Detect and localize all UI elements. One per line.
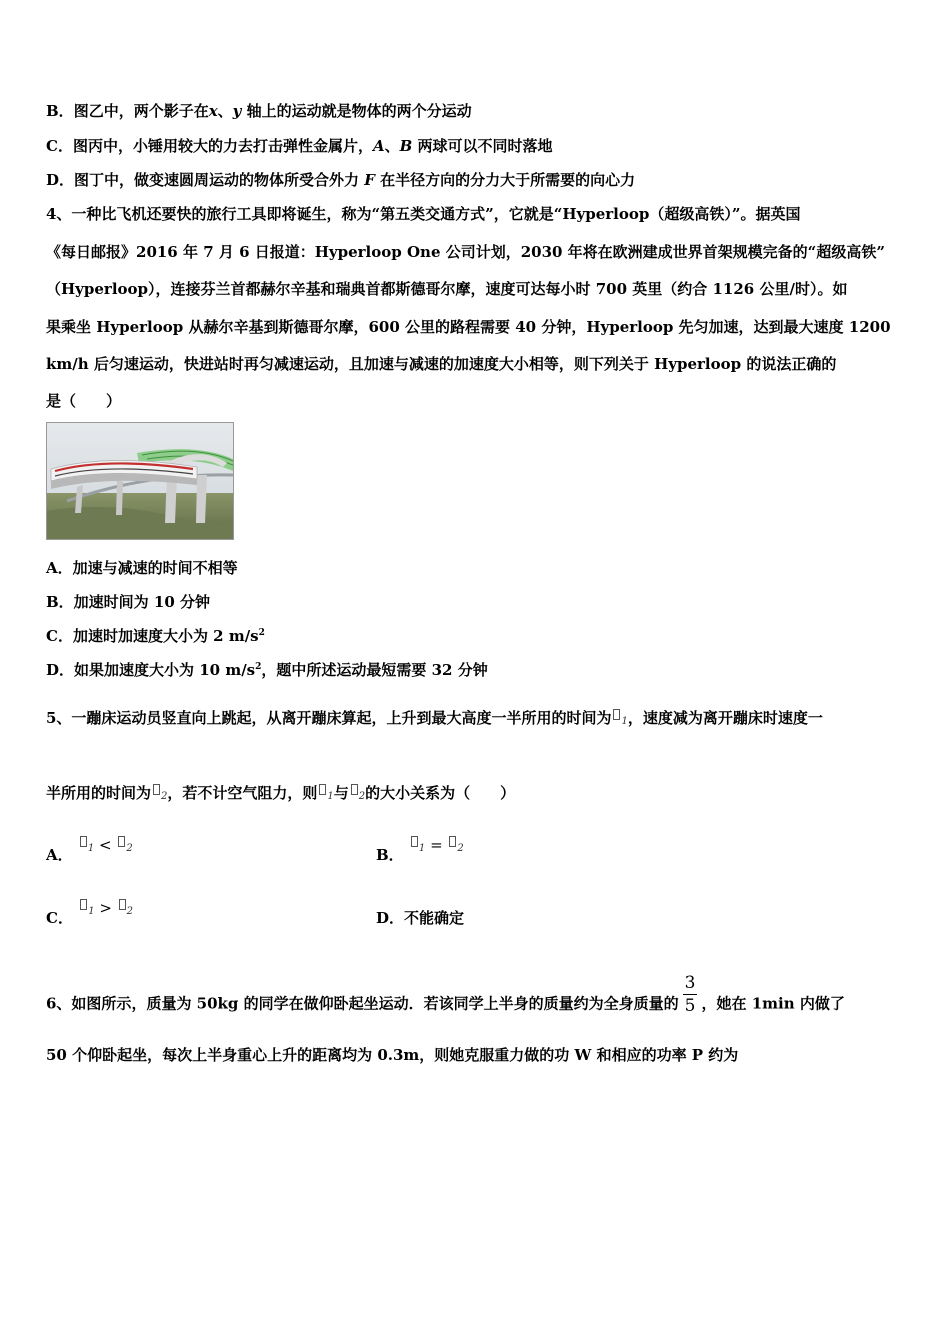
t-symbol-image [119, 899, 126, 910]
q5-option-b: B． 1 = 2 [376, 836, 464, 864]
q4-line-2: 《每日邮报》2016 年 7 月 6 日报道：Hyperloop One 公司计划，2030 年将在欧洲建成世界首架规模完备的“超级高铁” [46, 243, 885, 261]
q5-option-c: C． 1 > 2 [46, 899, 134, 927]
q4-line-5: km/h 后匀速运动，快进站时再匀减速运动，且加速与减速的加速度大小相等，则下列关于 Hyperloop 的说法正确的 [46, 355, 837, 373]
t-symbol-image [351, 784, 358, 795]
t-symbol-image [153, 784, 160, 795]
q5-line-2: 半所用的时间为 2，若不计空气阻力，则 1与 2的大小关系为（ ） [46, 784, 516, 802]
q4-line-6: 是（ ） [46, 392, 122, 410]
q3-option-c: C．图丙中，小锤用较大的力去打击弹性金属片，A、B 两球可以不同时落地 [46, 137, 553, 155]
q4-option-d: D．如果加速度大小为 10 $m/s^2$，题中所述运动最短需要 32 分钟 [46, 661, 488, 679]
t-symbol-image [80, 836, 87, 847]
q5-option-d: D．不能确定 [376, 909, 465, 927]
t-symbol-image [118, 836, 125, 847]
q6-line-2: 50 个仰卧起坐，每次上半身重心上升的距离均为 0.3m，则她克服重力做的功 W 和相应的功率 P 约为 [46, 1046, 739, 1064]
q3-option-b: B．图乙中，两个影子在x、y 轴上的运动就是物体的两个分运动 [46, 102, 472, 120]
q6-line-1: 6、如图所示，质量为 50kg 的同学在做仰卧起坐运动．若该同学上半身的质量约为全身质量的 $\frac{3}{5}$ ，她在 1min 内做了 [46, 973, 845, 1016]
q5-option-a: A． 1 < 2 [46, 836, 133, 864]
q4-option-c: C．加速时加速度大小为 2 $m/s^2$ [46, 627, 265, 645]
hyperloop-photo [46, 422, 234, 540]
q4-option-b: B．加速时间为 10 分钟 [46, 593, 210, 611]
t-symbol-image [319, 784, 326, 795]
q5-line-1: 5、一蹦床运动员竖直向上跳起，从离开蹦床算起，上升到最大高度一半所用的时间为 1，速度减为离开蹦床时速度一 [46, 709, 823, 727]
q4-line-4: 果乘坐 Hyperloop 从赫尔辛基到斯德哥尔摩，600 公里的路程需要 40 分钟，Hyperloop 先匀加速，达到最大速度 1200 [46, 318, 891, 336]
t-symbol-image [449, 836, 456, 847]
q4-line-3: （Hyperloop），连接芬兰首都赫尔辛基和瑞典首都斯德哥尔摩，速度可达每小时 700 英里（约合 1126 公里/时）。如 [46, 280, 848, 298]
t-symbol-image [411, 836, 418, 847]
q4-line-1: 4、一种比飞机还要快的旅行工具即将诞生，称为“第五类交通方式”，它就是“Hyperloop（超级高铁）”。据英国 [46, 205, 801, 223]
t-symbol-image [80, 899, 87, 910]
q3-option-d: D．图丁中，做变速圆周运动的物体所受合外力 F 在半径方向的分力大于所需要的向心力 [46, 171, 636, 189]
t-symbol-image [613, 709, 620, 720]
fraction-three-fifths: $\frac{3}{5}$ [684, 973, 696, 1016]
q4-option-a: A．加速与减速的时间不相等 [46, 559, 238, 577]
